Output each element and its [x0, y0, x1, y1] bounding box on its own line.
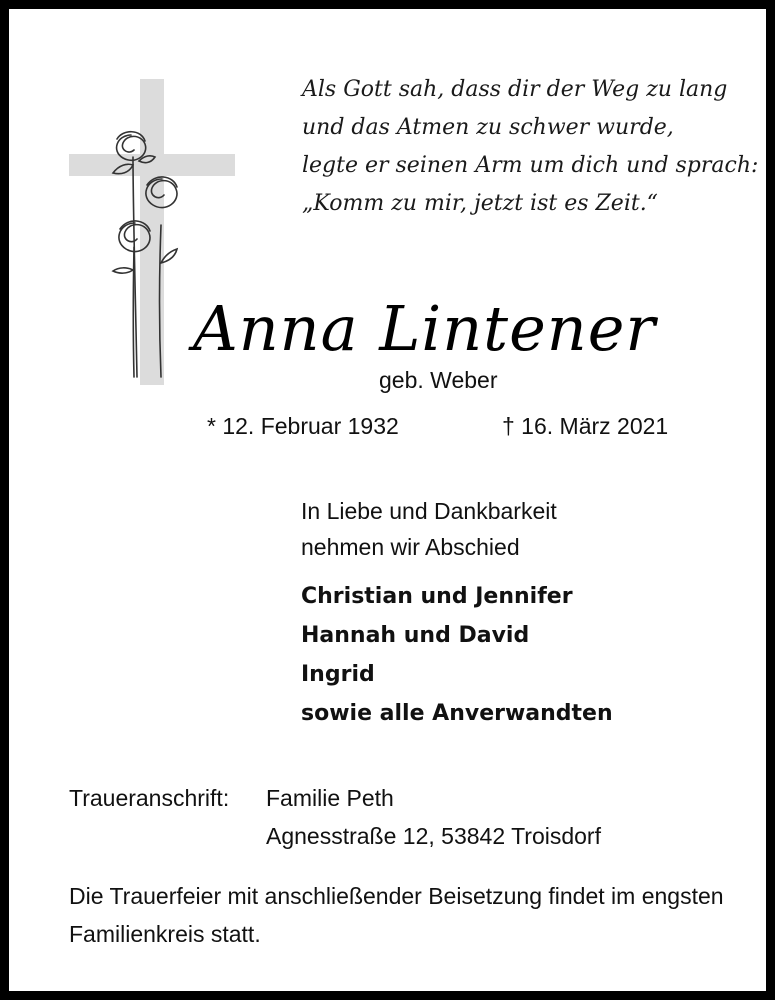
birth-name: geb. Weber: [379, 367, 498, 393]
address-street: Agnesstraße 12, 53842 Troisdorf: [266, 823, 601, 849]
death-date: † 16. März 2021: [502, 413, 669, 439]
mourner: Hannah und David: [301, 623, 530, 648]
farewell-line: In Liebe und Dankbarkeit: [301, 498, 557, 524]
deceased-name: Anna Lintener: [192, 292, 657, 365]
poem-line: „Komm zu mir, jetzt ist es Zeit.“: [302, 191, 658, 216]
address-label: Traueranschrift:: [69, 785, 230, 811]
mourners-list: [301, 577, 613, 733]
mourner: Christian und Jennifer: [301, 584, 573, 609]
poem-line: Als Gott sah, dass dir der Weg zu lang: [302, 77, 728, 102]
poem-line: legte er seinen Arm um dich und sprach:: [302, 153, 759, 178]
poem-line: und das Atmen zu schwer wurde,: [302, 115, 674, 140]
mourner: sowie alle Anverwandten: [301, 701, 613, 726]
mourner: Ingrid: [301, 662, 375, 687]
farewell-text: [301, 493, 557, 565]
ceremony-note: Die Trauerfeier mit anschließender Beisetzung findet im engsten Familienkreis statt.: [69, 883, 724, 947]
address-name: Familie Peth: [266, 785, 394, 811]
birth-date: * 12. Februar 1932: [207, 413, 399, 439]
farewell-line: nehmen wir Abschied: [301, 534, 520, 560]
poem: [302, 71, 762, 223]
